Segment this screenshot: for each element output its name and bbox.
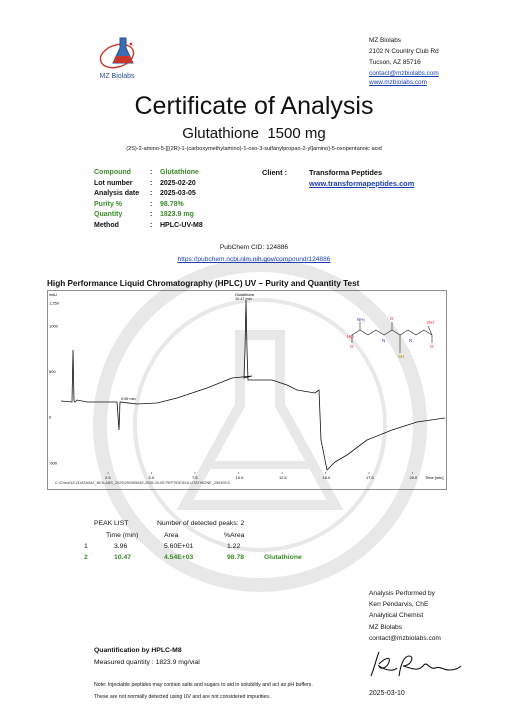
info-colon: : (150, 169, 153, 176)
y-tick-label: 1,250 (49, 300, 60, 306)
peak-label: Glutathione (235, 293, 255, 297)
table-row (84, 541, 302, 552)
info-label: Purity % (94, 200, 123, 208)
x-tick-label: 2.5 (105, 475, 111, 480)
chart-title: High Performance Liquid Chromatography (HPLC) UV – Purity and Quantity Test (47, 279, 360, 288)
pubchem-cid: PubChem CID: 124886 (219, 244, 289, 251)
product-name: Glutathione 1500 mg (182, 125, 326, 142)
iupac-name: (2S)-2-amino-5-[[(2R)-1-(carboxymethylamino)-1-oxo-3-sulfanylpropan-2-yl]amino]-5-oxopentanoic acid (126, 146, 382, 152)
note-line-2: These are not normally detected using UV and are not considered impurities. (94, 694, 271, 700)
info-value: 2025-02-20 (160, 179, 196, 187)
info-value: 98.78% (160, 200, 184, 208)
x-axis-unit: Time [min] (425, 475, 444, 480)
svg-text:N: N (382, 338, 386, 343)
company-logo (93, 34, 153, 82)
peak-table-header (84, 530, 302, 541)
chromatogram-trace (61, 300, 445, 470)
info-value: Glutathione (160, 169, 199, 176)
info-label: Lot number (94, 179, 133, 187)
info-block (94, 168, 254, 232)
info-label: Analysis date (94, 190, 140, 198)
peak-list-title: PEAK LIST (94, 520, 129, 527)
peak-name (258, 541, 302, 552)
analysis-date-signed: 2025-03-10 (369, 690, 405, 697)
company-address-line1: 2102 N Country Club Rd (369, 48, 439, 55)
peak-pct: 98.78 (227, 554, 245, 561)
pubchem-link[interactable]: https://pubchem.ncbi.nlm.nih.gov/compound/124886 (177, 256, 331, 263)
info-row (94, 179, 254, 190)
x-tick-label: 7.5 (192, 475, 198, 480)
svg-text:O: O (390, 316, 394, 321)
peak-name: Glutathione (264, 554, 302, 561)
info-row (94, 168, 254, 179)
analyst-company: MZ Biolabs (369, 623, 402, 631)
y-tick-label: 0 (49, 414, 52, 420)
info-value: 2025-03-05 (160, 190, 196, 198)
svg-text:SH: SH (398, 354, 405, 359)
svg-text:O: O (350, 344, 354, 349)
quant-measured: Measured quantity : 1823.9 mg/vial (94, 659, 200, 666)
flask-logo-icon (93, 34, 153, 70)
company-website-link[interactable]: www.mzbiolabs.com (369, 79, 427, 86)
y-tick-label: 1000 (49, 323, 58, 329)
info-colon: : (150, 200, 153, 208)
svg-text:OH: OH (427, 320, 434, 325)
peak-no: 1 (84, 543, 88, 550)
company-email-link[interactable]: contact@mzbiolabs.com (369, 70, 439, 77)
signature (365, 648, 465, 680)
info-row (94, 200, 254, 211)
info-label: Compound (94, 169, 131, 176)
peak-area: 4.54E+03 (164, 554, 194, 561)
y-axis-unit: mAU (49, 293, 57, 297)
x-tick-label: 10.0 (235, 475, 244, 480)
page-title: Certificate of Analysis (134, 92, 374, 120)
company-address (369, 35, 439, 88)
x-tick-label: 12.5 (279, 475, 287, 480)
client-label: Client : (262, 168, 288, 177)
client-website-link[interactable]: www.transformapeptides.com (309, 179, 415, 188)
x-tick-label: 17.5 (366, 475, 374, 480)
svg-text:NH₂: NH₂ (357, 317, 366, 322)
peak-time: 3.96 (114, 543, 128, 550)
peak-no: 2 (84, 554, 88, 561)
hplc-chromatogram (47, 290, 447, 490)
svg-text:HO: HO (347, 334, 354, 339)
info-value: HPLC-UV-M8 (160, 221, 203, 229)
y-tick-label: 500 (49, 369, 56, 375)
peak-label: 0.96 min (121, 397, 136, 401)
analyst-block (369, 588, 441, 644)
quant-title: Quantification by HPLC-M8 (94, 647, 182, 654)
header-pct: %Area (224, 532, 245, 539)
info-colon: : (150, 221, 153, 229)
info-row (94, 221, 254, 232)
peak-area: 5.60E+01 (164, 543, 194, 550)
info-row (94, 189, 254, 200)
info-label: Quantity (94, 211, 123, 219)
molecule-structure-icon (352, 322, 432, 353)
info-colon: : (150, 179, 153, 187)
info-value: 1823.9 mg (160, 211, 194, 219)
analyst-name: Ken Pendarvis, ChE (369, 601, 429, 609)
y-tick-label: -500 (49, 460, 58, 466)
info-colon: : (150, 211, 153, 219)
info-colon: : (150, 190, 153, 198)
info-label: Method (94, 221, 119, 229)
peak-table (84, 530, 302, 563)
svg-text:N: N (409, 338, 413, 343)
info-row (94, 210, 254, 221)
logo-text: MZ Biolabs (99, 73, 135, 80)
peak-pct: 1.22 (227, 543, 241, 550)
x-tick-label: 20.0 (409, 475, 418, 480)
chart-file-legend: C:\Chem32\1\DATA\MZ_BIOLABS_2025\250305\MZ-2025-03-05 PEPTIDES\GLUTATHIONE_250305.D (55, 481, 231, 485)
company-name: MZ Biolabs (369, 37, 401, 44)
x-tick-label: 15.0 (322, 475, 331, 480)
note-line-1: Note: Injectable peptides may contain salts and sugars to aid in solubility and act as pH buffers. (94, 682, 313, 688)
svg-text:O: O (430, 344, 434, 349)
company-address-line2: Tucson, AZ 85716 (369, 59, 421, 66)
peak-count: Number of detected peaks: 2 (157, 520, 245, 527)
header-area: Area (164, 532, 179, 539)
analysis-performed-by: Analysis Performed by (369, 590, 435, 597)
peak-label: 10.47 min (235, 297, 252, 301)
x-tick-label: 5.0 (148, 475, 155, 480)
analyst-email: contact@mzbiolabs.com (369, 634, 441, 642)
analyst-role: Analytical Chemist (369, 612, 424, 620)
table-row (84, 552, 302, 563)
client-name: Transforma Peptides (309, 168, 383, 177)
peak-time: 10.47 (114, 554, 132, 561)
header-time: Time (min) (106, 532, 139, 539)
